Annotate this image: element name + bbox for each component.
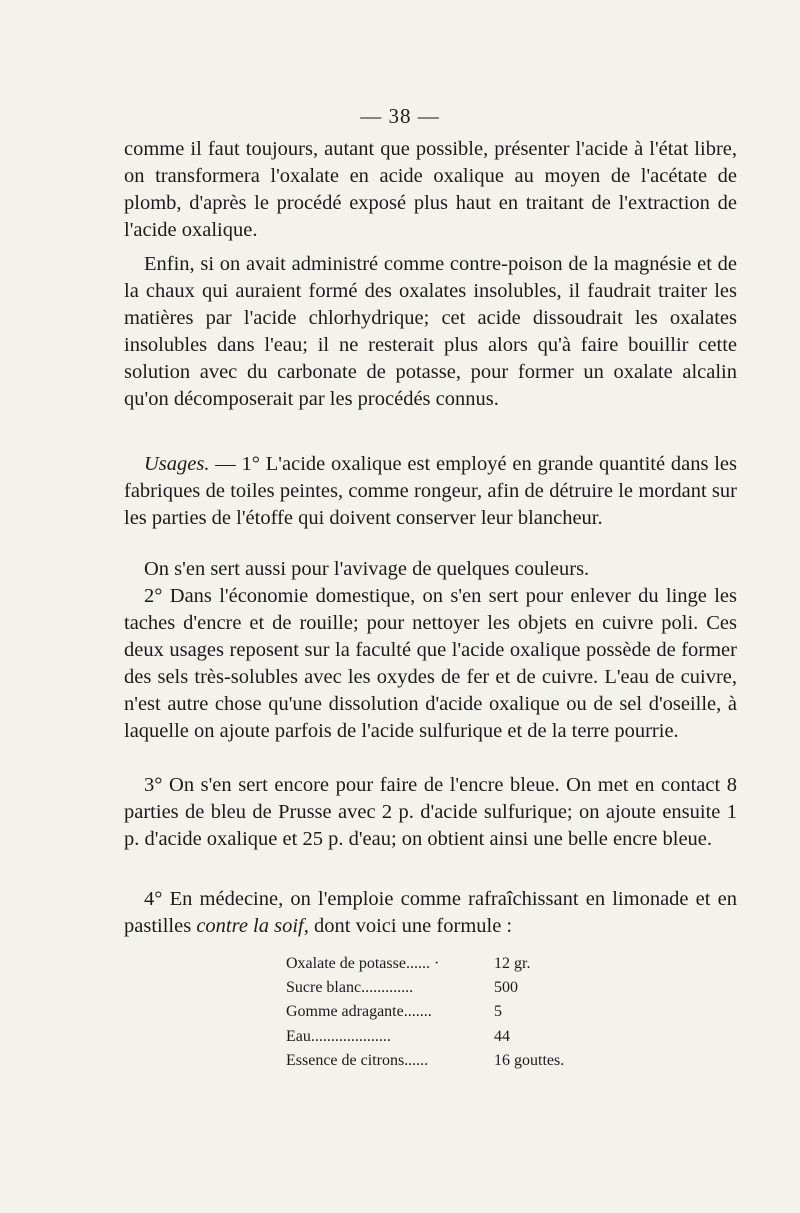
formula-quantity: 12 gr. xyxy=(494,955,531,972)
formula-quantity: 5 xyxy=(494,1003,502,1021)
formula-ingredient: Eau.................... xyxy=(286,1027,391,1045)
page-number: — 38 — xyxy=(360,104,440,128)
paragraph-contre-poison xyxy=(124,251,737,412)
formula-table xyxy=(286,952,594,1073)
formula-row xyxy=(286,1000,594,1024)
formula-ingredient: Oxalate de potasse...... · xyxy=(286,955,440,972)
formula-row xyxy=(286,976,594,1000)
formula-row xyxy=(286,1025,594,1049)
paragraph-avivage xyxy=(124,556,737,583)
formula-quantity: 500 xyxy=(494,979,518,997)
paragraph-text: Enfin, si on avait administré comme contre-poison de la magnésie et de la chaux qui auraient formé des oxalates insolubles, il faudrait traiter les matières par l'acide chlorhydrique; cet acide dissoudrait les oxalates insolubles dans l'eau; il ne resterait plus alors qu'à faire bouillir cette solution avec du carbonate de potasse, pour former un oxalate alcalin qu'on décomposerait par les procédés connus. xyxy=(124,253,737,410)
formula-quantity: 16 gouttes. xyxy=(494,1051,565,1069)
formula-ingredient: Gomme adragante....... xyxy=(286,1003,432,1021)
paragraph-encre-bleue xyxy=(124,772,737,853)
paragraph-usages xyxy=(124,451,737,532)
usages-text: — 1° L'acide oxalique est employé en grande quantité dans les fabriques de toiles peintes, comme rongeur, afin de détruire le mordant sur les parties de l'étoffe qui doivent conserver leur blancheur. xyxy=(124,453,737,529)
medecine-text-after: , dont voici une formule : xyxy=(303,914,513,937)
paragraph-text xyxy=(124,451,737,532)
paragraph-text: 3° On s'en sert encore pour faire de l'encre bleue. On met en contact 8 parties de bleu de Prusse avec 2 p. d'acide sulfurique; on ajoute ensuite 1 p. d'acide oxalique et 25 p. d'eau; on obtient ainsi une belle encre bleue. xyxy=(124,774,737,850)
usages-heading: Usages. xyxy=(144,453,210,475)
paragraph-text: On s'en sert aussi pour l'avivage de quelques couleurs. xyxy=(144,558,590,580)
medecine-italic: contre la soif xyxy=(196,914,304,937)
paragraph-medecine xyxy=(124,886,737,940)
paragraph-continuation xyxy=(124,136,737,244)
medecine-text-before: 4° En médecine, on l'emploie comme rafraîchissant en limonade et en pastilles xyxy=(124,888,737,937)
formula-row xyxy=(286,1049,594,1073)
formula-ingredient: Essence de citrons...... xyxy=(286,1051,429,1069)
formula-ingredient: Sucre blanc............. xyxy=(286,979,414,997)
formula-row xyxy=(286,952,594,976)
paragraph-text: comme il faut toujours, autant que possible, présenter l'acide à l'état libre, on transformera l'oxalate en acide oxalique au moyen de l'acétate de plomb, d'après le procédé exposé plus haut en traitant de l'extraction de l'acide oxalique. xyxy=(124,138,737,241)
paragraph-economie-domestique xyxy=(124,583,737,744)
formula-quantity: 44 xyxy=(494,1027,510,1045)
paragraph-text xyxy=(124,886,737,940)
paragraph-text: 2° Dans l'économie domestique, on s'en sert pour enlever du linge les taches d'encre et de rouille; pour nettoyer les objets en cuivre poli. Ces deux usages reposent sur la faculté que l'acide oxalique possède de former des sels très-solubles avec les oxydes de fer et de cuivre. L'eau de cuivre, n'est autre chose qu'une dissolution d'acide oxalique ou de sel d'oseille, à laquelle on ajoute parfois de l'acide sulfurique et de la terre pourrie. xyxy=(124,585,737,742)
